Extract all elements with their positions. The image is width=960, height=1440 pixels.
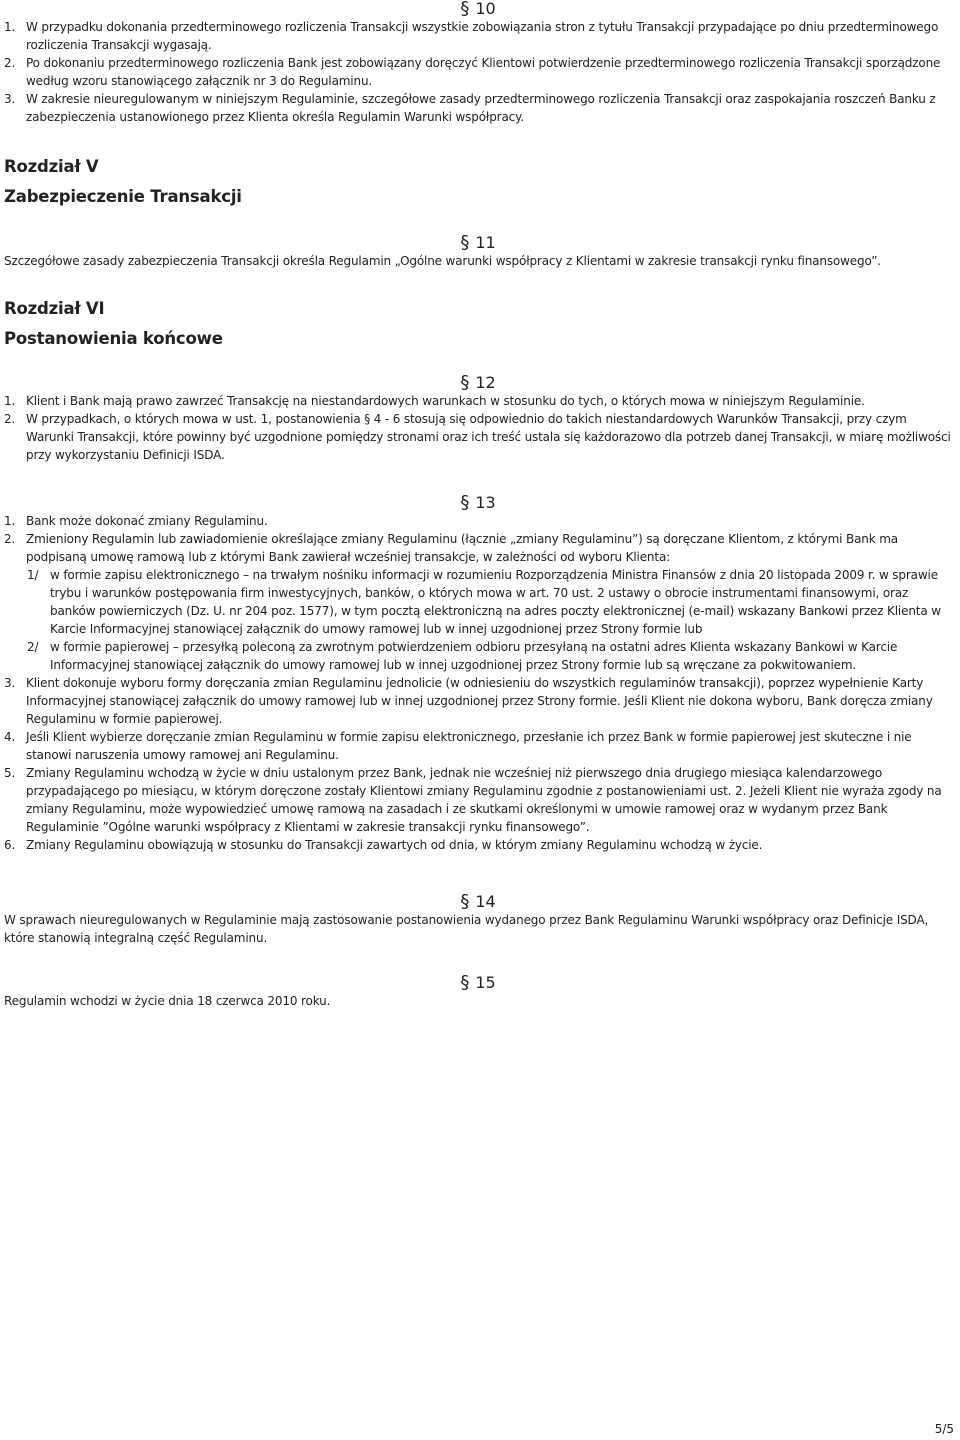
chapter-6-number: Rozdział VI bbox=[4, 299, 105, 318]
list-item-number: 6. bbox=[4, 838, 16, 852]
list-item bbox=[4, 392, 952, 410]
list-item-text: Jeśli Klient wybierze doręczanie zmian Regulaminu w formie zapisu elektronicznego, przesłanie ich przez Bank w formie papierowej jest skuteczne i nie stanowi naruszenia umowy ramowej ani Regulaminu. bbox=[26, 730, 912, 762]
list-item-text: W przypadku dokonania przedterminowego rozliczenia Transakcji wszystkie zobowiązania stron z tytułu Transakcji przypadające po dniu przedterminowego rozliczenia Transakcji wygasają. bbox=[26, 20, 939, 52]
paragraph-13-sublist bbox=[4, 566, 952, 674]
list-item-text: Zmiany Regulaminu obowiązują w stosunku do Transakcji zawartych od dnia, w którym zmiany Regulaminu wchodzą w życie. bbox=[26, 838, 763, 852]
section-sign: § bbox=[460, 492, 470, 513]
paragraph-number: 10 bbox=[475, 0, 496, 18]
sub-list-item-text: w formie zapisu elektronicznego – na trwałym nośniku informacji w rozumieniu Rozporządzenia Ministra Finansów z dnia 20 listopada 2009 r. w sprawie trybu i warunków postępowania firm inwestycyjnych, banków, o których mowa w art. 70 ust. 2 ustawy o obrocie instrumentami finansowymi, oraz banków powierniczych (Dz. U. nr 204 poz. 1577), w tym pocztą elektroniczną na adres poczty elektronicznej (e-mail) wskazany Bankowi przez Klienta w Karcie Informacyjnej stanowiącej załącznik do umowy ramowej lub w innej uzgodnionej przez Strony formie lub bbox=[50, 568, 941, 636]
list-item bbox=[4, 410, 952, 464]
list-item-number: 2. bbox=[4, 412, 16, 426]
section-sign: § bbox=[460, 0, 470, 19]
list-item-text: Bank może dokonać zmiany Regulaminu. bbox=[26, 514, 268, 528]
list-item bbox=[4, 512, 952, 530]
list-item-text: W przypadkach, o których mowa w ust. 1, postanowienia § 4 - 6 stosują się odpowiednio do takich niestandardowych Warunków Transakcji, przy czym Warunki Transakcji, które powinny być uzgodnione pomiędzy stronami oraz ich treść ustala się każdorazowo dla potrzeb danej Transakcji, w miarę możliwości przy wykorzystaniu Definicji ISDA. bbox=[26, 412, 951, 462]
list-item bbox=[4, 90, 952, 126]
paragraph-14-heading bbox=[4, 893, 952, 911]
list-item-text: W zakresie nieuregulowanym w niniejszym Regulaminie, szczegółowe zasady przedterminowego rozliczenia Transakcji oraz zaspokajania roszczeń Banku z zabezpieczenia ustanowionego przez Klienta określa Regulamin Warunki współpracy. bbox=[26, 92, 936, 124]
list-item-number: 3. bbox=[4, 676, 16, 690]
paragraph-number: 14 bbox=[475, 892, 496, 911]
list-item-number: 2. bbox=[4, 56, 16, 70]
list-item-number: 1. bbox=[4, 20, 16, 34]
paragraph-12 bbox=[4, 374, 952, 464]
chapter-6 bbox=[4, 298, 952, 350]
paragraph-15 bbox=[4, 974, 952, 1010]
section-sign: § bbox=[460, 372, 470, 393]
sub-list-item-number: 1/ bbox=[27, 568, 39, 582]
chapter-5-title: Zabezpieczenie Transakcji bbox=[4, 187, 242, 206]
paragraph-number: 15 bbox=[475, 973, 496, 992]
list-item-number: 5. bbox=[4, 766, 16, 780]
list-item-number: 1. bbox=[4, 394, 16, 408]
section-sign: § bbox=[460, 891, 470, 912]
paragraph-14 bbox=[4, 893, 952, 947]
paragraph-11-text: Szczegółowe zasady zabezpieczenia Transakcji określa Regulamin „Ogólne warunki współpracy z Klientami w zakresie transakcji rynku finansowego”. bbox=[4, 254, 881, 268]
list-item-text: Zmieniony Regulamin lub zawiadomienie określające zmiany Regulaminu (łącznie „zmiany Regulaminu”) są doręczane Klientom, z którymi Bank ma podpisaną umowę ramową lub z którymi Bank zawierał wcześniej transakcje, w zależności od wyboru Klienta: bbox=[26, 532, 898, 564]
section-sign: § bbox=[460, 972, 470, 993]
paragraph-13-list-continued bbox=[4, 674, 952, 854]
list-item-number: 2. bbox=[4, 532, 16, 546]
paragraph-15-heading bbox=[4, 974, 952, 992]
list-item bbox=[4, 54, 952, 90]
paragraph-number: 12 bbox=[475, 373, 496, 392]
list-item bbox=[4, 18, 952, 54]
paragraph-15-text: Regulamin wchodzi w życie dnia 18 czerwca 2010 roku. bbox=[4, 994, 331, 1008]
paragraph-14-text: W sprawach nieuregulowanych w Regulaminie mają zastosowanie postanowienia wydanego przez Bank Regulaminu Warunki współpracy oraz Definicje ISDA, które stanowią integralną część Regulaminu. bbox=[4, 913, 929, 945]
paragraph-13-heading bbox=[4, 494, 952, 512]
sub-list-item-text: w formie papierowej – przesyłką poleconą za zwrotnym potwierdzeniem odbioru przesyłaną na ostatni adres Klienta wskazany Bankowi w Karcie Informacyjnej stanowiącej załącznik do umowy ramowej lub w innej uzgodnionej przez Strony formie lub są wręczane za pokwitowaniem. bbox=[50, 640, 898, 672]
sub-list-item bbox=[4, 566, 952, 638]
paragraph-10-heading bbox=[4, 0, 952, 18]
paragraph-12-heading bbox=[4, 374, 952, 392]
list-item-text: Zmiany Regulaminu wchodzą w życie w dniu ustalonym przez Bank, jednak nie wcześniej niż pierwszego dnia drugiego miesiąca kalendarzowego przypadającego po miesiącu, w którym doręczone zostały Klientowi zmiany Regulaminu zgodnie z postanowieniami ust. 2. Jeżeli Klient nie wyraża zgody na zmiany Regulaminu, może wypowiedzieć umowę ramową na zasadach i ze skutkami określonymi w umowie ramowej oraz w wydanym przez Bank Regulaminie ”Ogólne warunki współpracy z Klientami w zakresie transakcji rynku finansowego”. bbox=[26, 766, 942, 834]
section-sign: § bbox=[460, 232, 470, 253]
list-item bbox=[4, 728, 952, 764]
paragraph-12-list bbox=[4, 392, 952, 464]
paragraph-number: 11 bbox=[475, 233, 496, 252]
paragraph-10 bbox=[4, 0, 952, 126]
sub-list-item bbox=[4, 638, 952, 674]
list-item-text: Po dokonaniu przedterminowego rozliczenia Bank jest zobowiązany doręczyć Klientowi potwierdzenie przedterminowego rozliczenia Transakcji sporządzone według wzoru stanowiącego załącznik nr 3 do Regulaminu. bbox=[26, 56, 941, 88]
paragraph-13 bbox=[4, 494, 952, 854]
list-item bbox=[4, 836, 952, 854]
chapter-5 bbox=[4, 156, 952, 208]
paragraph-number: 13 bbox=[475, 493, 496, 512]
list-item-number: 1. bbox=[4, 514, 16, 528]
page-number: 5/5 bbox=[934, 1422, 954, 1436]
paragraph-11-heading bbox=[4, 234, 952, 252]
list-item-number: 4. bbox=[4, 730, 16, 744]
chapter-5-number: Rozdział V bbox=[4, 157, 99, 176]
list-item-number: 3. bbox=[4, 92, 16, 106]
list-item-text: Klient i Bank mają prawo zawrzeć Transakcję na niestandardowych warunkach w stosunku do tych, o których mowa w niniejszym Regulaminie. bbox=[26, 394, 865, 408]
list-item-text: Klient dokonuje wyboru formy doręczania zmian Regulaminu jednolicie (w odniesieniu do wszystkich regulaminów transakcji), poprzez wypełnienie Karty Informacyjnej stanowiącej załącznik do umowy ramowej lub w innej uzgodnionej przez Strony formie. Jeśli Klient nie dokona wyboru, Bank doręcza zmiany Regulaminu w formie papierowej. bbox=[26, 676, 933, 726]
chapter-6-title: Postanowienia końcowe bbox=[4, 329, 223, 348]
sub-list-item-number: 2/ bbox=[27, 640, 39, 654]
paragraph-13-list bbox=[4, 512, 952, 566]
paragraph-10-list bbox=[4, 18, 952, 126]
paragraph-11 bbox=[4, 234, 952, 270]
list-item bbox=[4, 530, 952, 566]
list-item bbox=[4, 674, 952, 728]
list-item bbox=[4, 764, 952, 836]
